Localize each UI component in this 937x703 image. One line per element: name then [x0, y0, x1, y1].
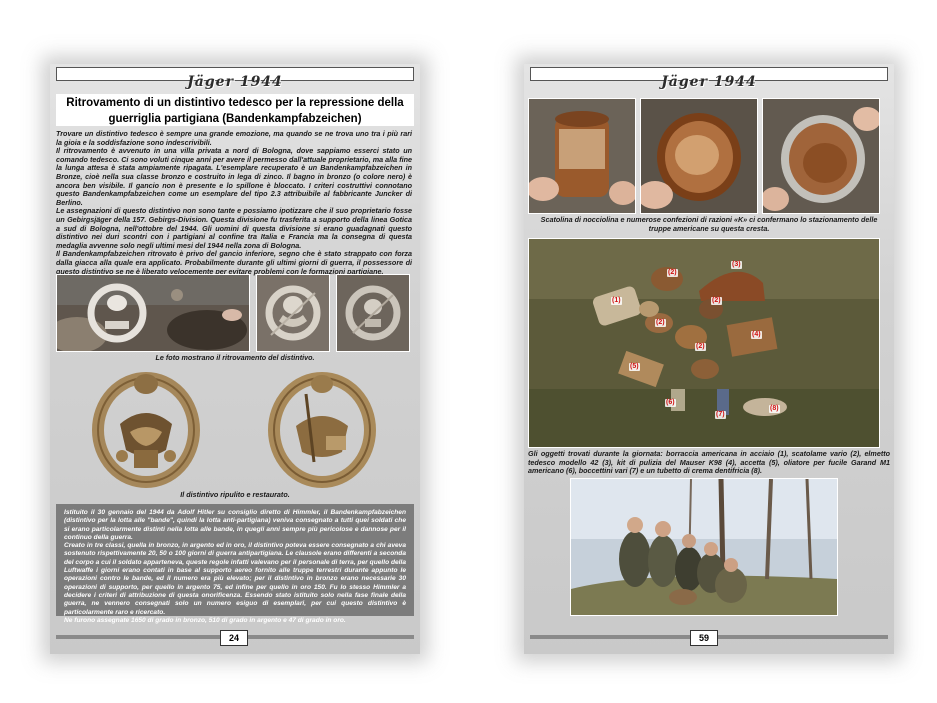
restored-badge-front — [90, 366, 202, 488]
paragraph: Il ritrovamento è avvenuto in una villa privata a nord di Bologna, dove sappiamo esserci stato un comando tedesco. Ci sono voluti cinque anni per avere il permesso dall'attuale proprietario, ma alla fine la lunga attesa è stata ampiamente ripagata. L'esemplare recuperato è un Bandenkampfabzeichen in Bronze, cioè nella sua classe bronzo e costruito in lega di zinco. Il bagno in bronzo (o colore nero) è ancora ben visibile. Il gancio non è presente e lo spillone è bloccato. I criteri costruttivi connotano questo Bandenkampfabzeichen come un esemplare del tipo 2.3 attribuibile al fabbricante Juncker di Berlino. — [56, 146, 412, 207]
photo-badge-front — [256, 274, 330, 352]
info-paragraph: Creato in tre classi, quella in bronzo, in argento ed in oro, il distintivo poteva essere consegnato a chi aveva sostenuto rispettivamente 20, 50 o 100 giorni di guerra antipartigiana. Le clausole erano differenti a seconda del corpo a cui il soldato apparteneva, queste regole infatti valevano per il personale di terra, per quello della Luftwaffe i giorni erano contati in base al supporto aereo fornito alle truppe terrestri durante appunto le operazioni contro le bande, ed il numero era più elevato; per il distintivo in bronzo erano necessarie 30 operazioni di supporto, per quello in argento 75, ed infine per quello in oro 150. Fu lo stesso Himmler a decidere i criteri di attribuzione di questa onorificenza. Essendo stato istituito solo nella fase finale della guerra, ne vennero consegnati solo un numero esiguo di esemplari, per cui questo distintivo è particolarmente raro e ricercato. — [64, 542, 406, 616]
paragraph: Trovare un distintivo tedesco è sempre una grande emozione, ma quando se ne trova uno tra i più rari la gioia e la soddisfazione sono indescrivibili. — [56, 129, 412, 147]
item-label: (5) — [630, 363, 639, 370]
photo-rusty-can-3 — [762, 98, 880, 214]
item-label: (2) — [668, 269, 677, 276]
info-paragraph: Ne furono assegnate 1650 di grado in bronzo, 510 di grado in argento e 47 di grado in oro. — [64, 616, 346, 624]
page-number: 59 — [690, 630, 718, 646]
masthead: Jäger 1944 — [187, 74, 283, 90]
restored-badge-back — [266, 366, 378, 488]
caption-cans: Scatolina di nocciolina e numerose confezioni di razioni «K» ci confermano lo stazionamento delle truppe americane su questa cresta. — [540, 215, 878, 233]
item-label: (3) — [732, 261, 741, 268]
item-label: (8) — [770, 405, 779, 412]
item-label: (4) — [752, 331, 761, 338]
caption-find: Le foto mostrano il ritrovamento del distintivo. — [155, 353, 315, 362]
photo-rusty-can-2 — [640, 98, 758, 214]
photo-badge-back — [336, 274, 410, 352]
caption-restored: Il distintivo ripulito e restaurato. — [180, 490, 290, 499]
paragraph: Il Bandenkampfabzeichen ritrovato è privo del gancio inferiore, segno che è stato strappato con forza dalla giacca alla quale era applicato. Probabilmente durante gli ultimi giorni di guerra, il possessore di questo distintivo se ne è liberato velocemente per evitare problemi con le formazioni partigiane. — [56, 249, 412, 276]
info-paragraph: Istituito il 30 gennaio del 1944 da Adolf Hitler su consiglio diretto di Himmler, il Bandenkampfabzeichen (distintivo per la lotta alle "bande", quindi la lotta anti-partigiana) veniva consegnato a tutti quei soldati che si erano particolarmente distinti nella lotta alle bande, in quegli anni sempre più pericolose e dannose per il continuo della guerra. — [64, 509, 406, 541]
left-page — [50, 64, 420, 654]
page-number: 24 — [220, 630, 248, 646]
photo-find-in-soil — [56, 274, 250, 352]
item-label: (1) — [612, 297, 621, 304]
item-label: (2) — [696, 343, 705, 350]
item-label: (2) — [656, 319, 665, 326]
photo-found-items — [528, 238, 880, 448]
photo-group-of-searchers — [570, 478, 838, 616]
article-title-box — [56, 94, 414, 126]
photo-rusty-can-1 — [528, 98, 636, 214]
item-label: (6) — [666, 399, 675, 406]
article-title-line-2: guerriglia partigiana (Bandenkampfabzeichen) — [108, 113, 362, 125]
article-title-line-1: Ritrovamento di un distintivo tedesco per la repressione della — [66, 97, 404, 109]
right-page — [524, 64, 894, 654]
item-label: (2) — [712, 297, 721, 304]
masthead: Jäger 1944 — [661, 74, 757, 90]
info-box — [56, 504, 414, 624]
article-body — [56, 130, 412, 276]
info-text — [64, 509, 406, 625]
caption-items: Gli oggetti trovati durante la giornata: borraccia americana in acciaio (1), scatolame vario (2), elmetto tedesco modello 42 (3), kit di pulizia del Mauser K98 (4), accetta (5), oliatore per fucile Garand M1 americano (6), boccettini vari (7) e un tubetto di crema dentifricia (8). — [528, 449, 890, 475]
paragraph: Le assegnazioni di questo distintivo non sono tante e possiamo ipotizzare che il suo proprietario fosse un Gebirgsjäger della 157. Gebirgs-Division. Questa divisione fu trasferita a supporto della linea Gotica a sud di Bologna, nell'ottobre del 1944. Gli uomini di questa divisione si erano guadagnati questo distintivo nei duri scontri con i partigiani al confine tra Italia e Francia ma la consegna di questa medaglia avvenne solo negli ultimi mesi del 1944 nella zona di Bologna. — [56, 206, 412, 250]
item-label: (7) — [716, 411, 725, 418]
